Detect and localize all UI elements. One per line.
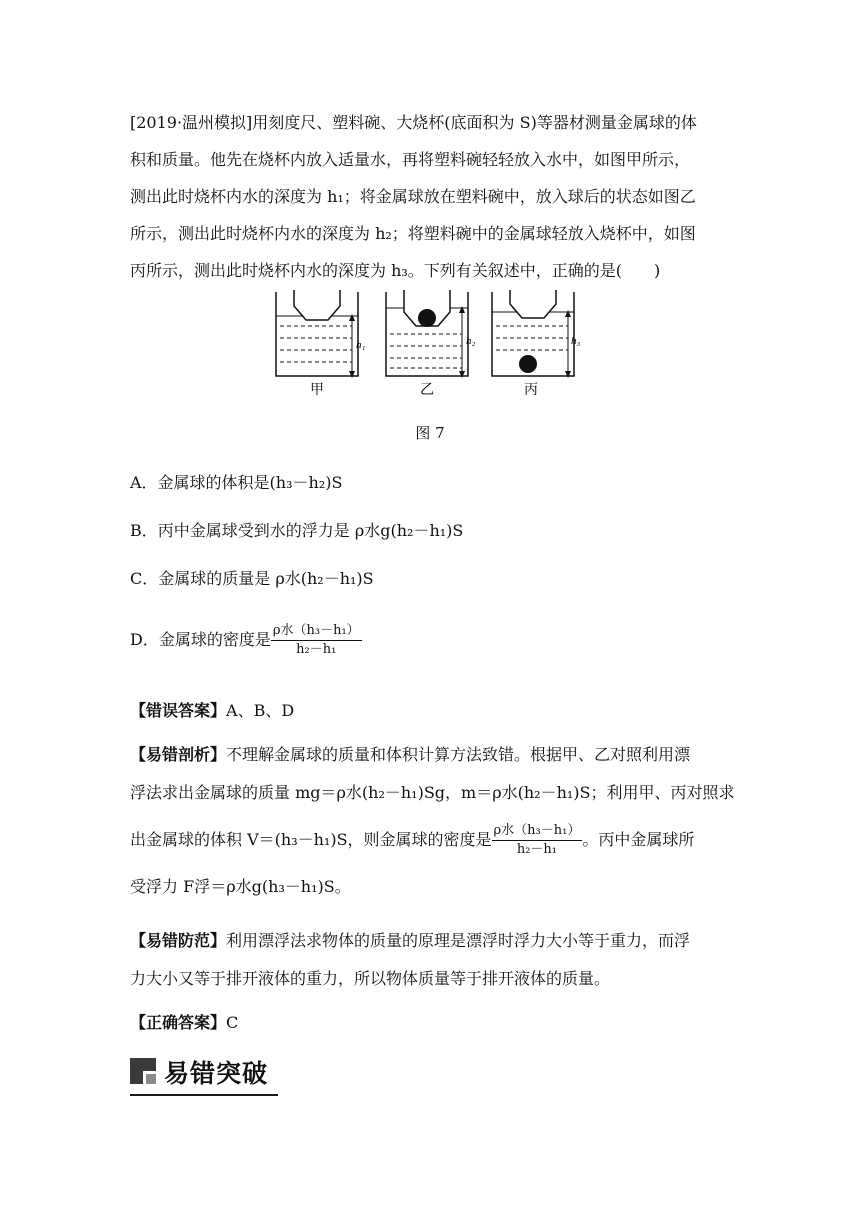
beaker-yi [386, 290, 468, 378]
analysis-line-suffix: 。丙中金属球所 [582, 830, 695, 849]
question-line: 测出此时烧杯内水的深度为 h₁；将金属球放在塑料碗中，放入球后的状态如图乙 [130, 187, 696, 206]
metal-ball [418, 309, 436, 327]
question-line: 丙所示，测出此时烧杯内水的深度为 h₃。下列有关叙述中，正确的是( ) [130, 261, 661, 280]
analysis-label: 【易错剖析】 [130, 745, 227, 764]
question-line: 积和质量。他先在烧杯内放入适量水，再将塑料碗轻轻放入水中，如图甲所示， [130, 150, 691, 169]
option-d [130, 622, 362, 659]
analysis-line: 不理解金属球的质量和体积计算方法致错。根据甲、乙对照利用漂 [226, 745, 691, 764]
section-title: 易错突破 [164, 1059, 269, 1088]
height-label-h3: h₃ [571, 335, 581, 347]
height-label-h2: h₂ [466, 335, 476, 347]
panel-label-jia: 甲 [310, 382, 324, 398]
panel-label-yi: 乙 [420, 382, 434, 398]
analysis-line-prefix: 出金属球的体积 V＝(h₃－h₁)S，则金属球的密度是 [130, 830, 492, 849]
height-label-h1: h₁ [356, 339, 366, 351]
correct-answer-text: C [226, 1013, 239, 1032]
option-d-prefix: D．金属球的密度是 [130, 630, 271, 649]
wrong-answer-label: 【错误答案】 [130, 701, 227, 720]
metal-ball [519, 355, 537, 373]
correct-answer-label: 【正确答案】 [130, 1013, 227, 1032]
analysis-block [130, 736, 742, 906]
fraction-numerator: ρ水（h₃－h₁） [271, 622, 362, 641]
fraction-denominator: h₂－h₁ [296, 642, 337, 657]
analysis-line: 浮法求出金属球的质量 mg＝ρ水(h₂－h₁)Sg，m＝ρ水(h₂－h₁)S；利用甲、丙对照求 [130, 783, 735, 802]
prevention-label: 【易错防范】 [130, 931, 227, 950]
option-a: A．金属球的体积是(h₃－h₂)S [130, 473, 343, 492]
question-stem [130, 104, 742, 289]
prevention-line: 力大小又等于排开液体的重力，所以物体质量等于排开液体的质量。 [130, 969, 611, 988]
option-c: C．金属球的质量是 ρ水(h₂－h₁)S [130, 569, 374, 588]
beaker-figure [272, 290, 592, 400]
section-square-icon [130, 1058, 156, 1084]
analysis-density-fraction [492, 822, 583, 859]
wrong-answer [130, 698, 294, 721]
correct-answer [130, 1010, 238, 1033]
section-heading [130, 1052, 278, 1096]
prevention-block [130, 922, 742, 998]
wrong-answer-text: A、B、D [226, 701, 295, 720]
fraction-denominator: h₂－h₁ [516, 842, 558, 857]
prevention-line: 利用漂浮法求物体的质量的原理是漂浮时浮力大小等于重力，而浮 [226, 931, 691, 950]
analysis-line: 受浮力 F浮＝ρ水g(h₃－h₁)S。 [130, 877, 351, 896]
beaker-jia [276, 290, 358, 378]
fraction-numerator: ρ水（h₃－h₁） [492, 822, 583, 841]
option-b: B．丙中金属球受到水的浮力是 ρ水g(h₂－h₁)S [130, 521, 464, 540]
option-d-fraction [271, 622, 362, 659]
panel-label-bing: 丙 [524, 382, 538, 398]
question-line: [2019·温州模拟]用刻度尺、塑料碗、大烧杯(底面积为 S)等器材测量金属球的体 [130, 113, 697, 132]
figure-caption: 图 7 [415, 424, 445, 442]
beaker-bing [492, 290, 574, 378]
question-line: 所示，测出此时烧杯内水的深度为 h₂；将塑料碗中的金属球轻放入烧杯中，如图 [130, 224, 696, 243]
